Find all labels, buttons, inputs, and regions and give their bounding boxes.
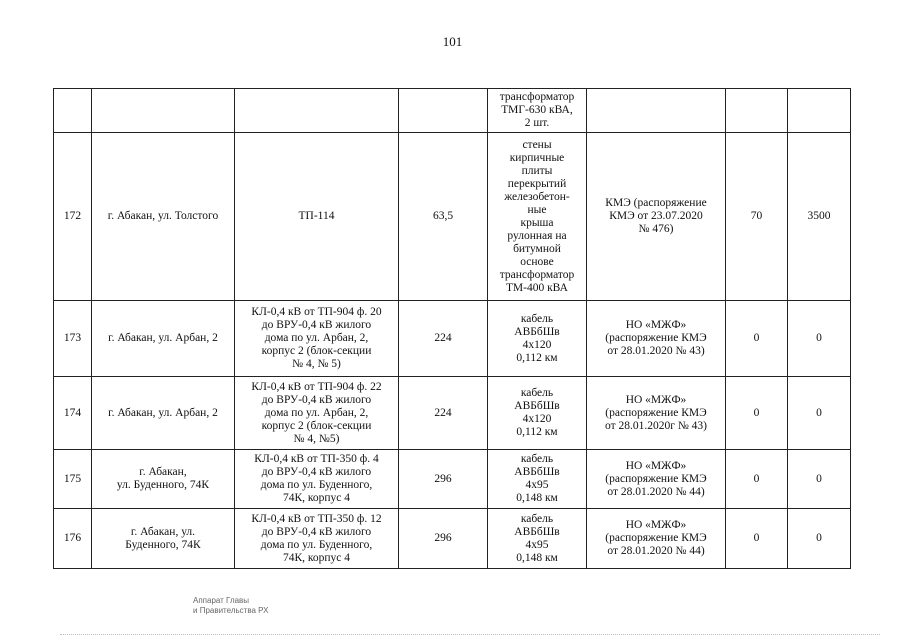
row-number: 174 — [54, 377, 92, 450]
value-cell — [399, 89, 488, 133]
description-cell: кабель АВБбШв 4х120 0,112 км — [488, 377, 587, 450]
amount-cell: 0 — [726, 509, 788, 569]
owner-cell — [587, 89, 726, 133]
address-cell: г. Абакан, ул. Арбан, 2 — [92, 377, 235, 450]
amount-cell — [726, 89, 788, 133]
address-cell: г. Абакан, ул. Арбан, 2 — [92, 301, 235, 377]
object-cell: КЛ-0,4 кВ от ТП-350 ф. 12 до ВРУ-0,4 кВ жилого дома по ул. Буденного, 74К, корпус 4 — [235, 509, 399, 569]
table-row — [54, 450, 851, 509]
sum-cell: 0 — [788, 450, 851, 509]
description-cell: кабель АВБбШв 4х120 0,112 км — [488, 301, 587, 377]
object-cell — [235, 89, 399, 133]
value-cell: 63,5 — [399, 133, 488, 301]
object-cell: ТП-114 — [235, 133, 399, 301]
table-row — [54, 133, 851, 301]
office-stamp: Аппарат Главы и Правительства РХ — [193, 596, 269, 615]
amount-cell: 0 — [726, 301, 788, 377]
sum-cell: 0 — [788, 377, 851, 450]
table-row — [54, 377, 851, 450]
row-number — [54, 89, 92, 133]
value-cell: 224 — [399, 301, 488, 377]
page-number: 101 — [442, 34, 463, 49]
row-number: 172 — [54, 133, 92, 301]
scan-edge-noise — [60, 634, 880, 636]
address-cell: г. Абакан, ул. Буденного, 74К — [92, 509, 235, 569]
address-cell — [92, 89, 235, 133]
value-cell: 224 — [399, 377, 488, 450]
object-cell: КЛ-0,4 кВ от ТП-350 ф. 4 до ВРУ-0,4 кВ жилого дома по ул. Буденного, 74К, корпус 4 — [235, 450, 399, 509]
sum-cell: 0 — [788, 509, 851, 569]
row-number: 175 — [54, 450, 92, 509]
registry-table — [53, 88, 851, 569]
table-row — [54, 89, 851, 133]
object-cell: КЛ-0,4 кВ от ТП-904 ф. 20 до ВРУ-0,4 кВ жилого дома по ул. Арбан, 2, корпус 2 (блок-секции № 4, № 5) — [235, 301, 399, 377]
owner-cell: КМЭ (распоряжение КМЭ от 23.07.2020 № 476) — [587, 133, 726, 301]
address-cell: г. Абакан, ул. Толстого — [92, 133, 235, 301]
description-cell: трансформатор ТМГ-630 кВА, 2 шт. — [488, 89, 587, 133]
object-cell: КЛ-0,4 кВ от ТП-904 ф. 22 до ВРУ-0,4 кВ жилого дома по ул. Арбан, 2, корпус 2 (блок-секции № 4, №5) — [235, 377, 399, 450]
value-cell: 296 — [399, 450, 488, 509]
owner-cell: НО «МЖФ» (распоряжение КМЭ от 28.01.2020 № 43) — [587, 301, 726, 377]
description-cell: стены кирпичные плиты перекрытий железобетон- ные крыша рулонная на битумной основе трансформатор ТМ-400 кВА — [488, 133, 587, 301]
amount-cell: 70 — [726, 133, 788, 301]
amount-cell: 0 — [726, 450, 788, 509]
row-number: 176 — [54, 509, 92, 569]
table-row — [54, 509, 851, 569]
sum-cell — [788, 89, 851, 133]
row-number: 173 — [54, 301, 92, 377]
table-row — [54, 301, 851, 377]
value-cell: 296 — [399, 509, 488, 569]
amount-cell: 0 — [726, 377, 788, 450]
description-cell: кабель АВБбШв 4х95 0,148 км — [488, 450, 587, 509]
sum-cell: 3500 — [788, 133, 851, 301]
owner-cell: НО «МЖФ» (распоряжение КМЭ от 28.01.2020 № 44) — [587, 450, 726, 509]
address-cell: г. Абакан, ул. Буденного, 74К — [92, 450, 235, 509]
owner-cell: НО «МЖФ» (распоряжение КМЭ от 28.01.2020 № 44) — [587, 509, 726, 569]
description-cell: кабель АВБбШв 4х95 0,148 км — [488, 509, 587, 569]
sum-cell: 0 — [788, 301, 851, 377]
owner-cell: НО «МЖФ» (распоряжение КМЭ от 28.01.2020г № 43) — [587, 377, 726, 450]
